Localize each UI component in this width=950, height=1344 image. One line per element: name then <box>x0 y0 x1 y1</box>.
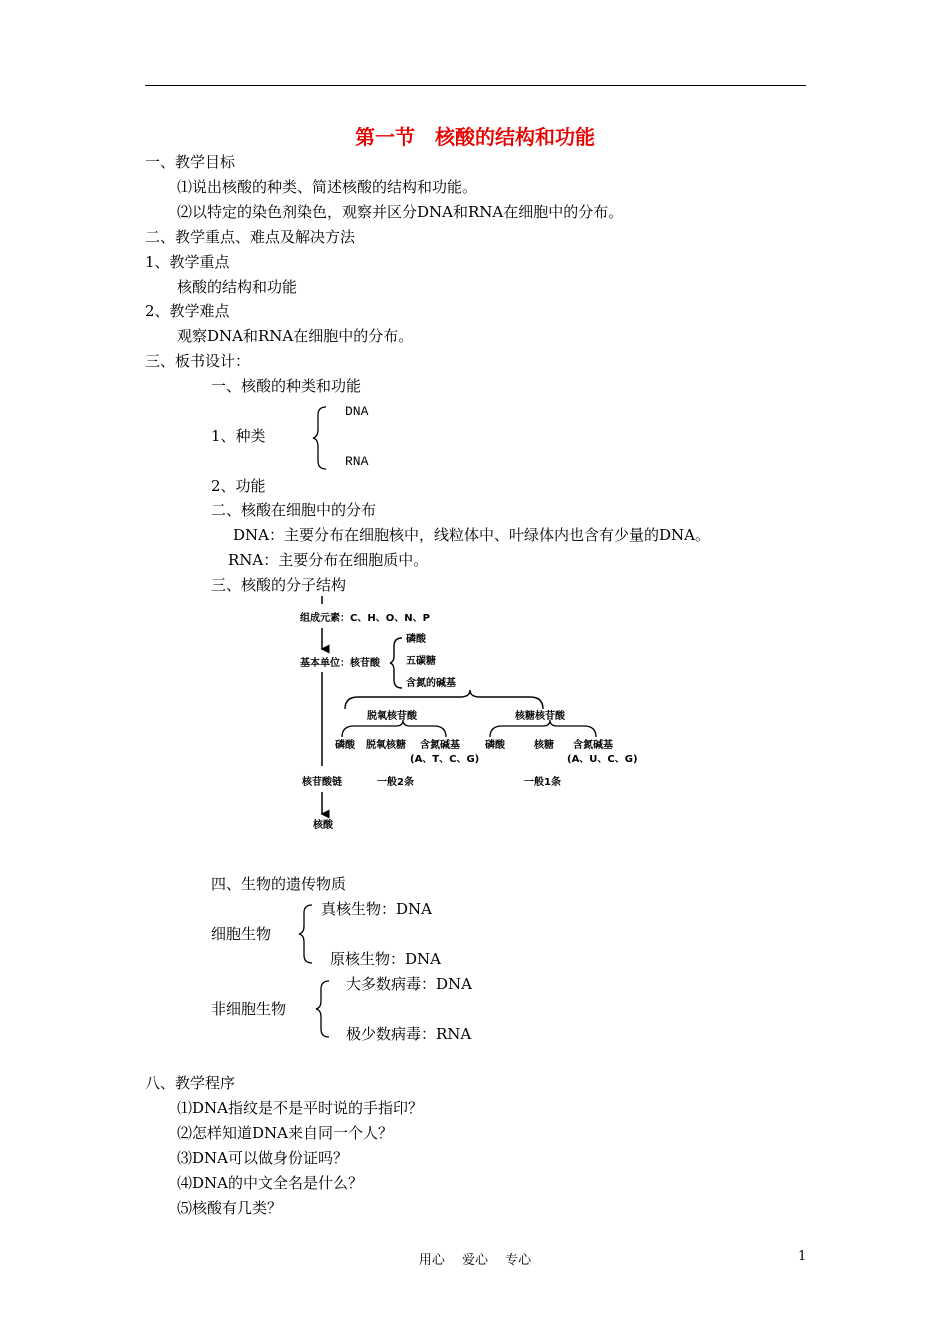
dist-rna: RNA：主要分布在细胞质中。 <box>228 551 429 569</box>
prokaryote: 原核生物：DNA <box>330 950 441 968</box>
question-4: ⑷DNA的中文全名是什么？ <box>177 1174 363 1192</box>
difficulty-content: 观察DNA和RNA在细胞中的分布。 <box>177 327 414 345</box>
brace-kinds <box>312 405 332 471</box>
kinds-label: 1、种类 <box>211 427 266 445</box>
dist-dna: DNA：主要分布在细胞核中，线粒体中、叶绿体内也含有少量的DNA。 <box>233 526 710 544</box>
objective-1: ⑴说出核酸的种类、简述核酸的结构和功能。 <box>177 178 478 196</box>
header-rule <box>145 85 806 86</box>
footer-text: 用心 爱心 专心 <box>418 1253 532 1268</box>
diagram-elements: 组成元素：C、H、O、N、P <box>300 613 430 624</box>
diagram-deoxy: 脱氧核苷酸 <box>367 711 417 722</box>
objective-2: ⑵以特定的染色剂染色，观察并区分DNA和RNA在细胞中的分布。 <box>177 203 624 221</box>
brace-noncell-organism <box>315 979 335 1039</box>
keypoint-heading: 1、教学重点 <box>145 253 230 271</box>
board-heading-1: 一、核酸的种类和功能 <box>211 377 362 395</box>
diagram-ribo: 核糖核苷酸 <box>515 711 565 722</box>
section-board: 三、板书设计： <box>145 352 251 370</box>
keypoint-content: 核酸的结构和功能 <box>177 278 298 296</box>
eukaryote: 真核生物：DNA <box>321 900 432 918</box>
diagram-unit: 基本单位：核苷酸 <box>300 658 380 669</box>
nucleic-acid-diagram <box>290 596 640 836</box>
diagram-phosphate: 磷酸 <box>406 634 426 645</box>
question-1: ⑴DNA指纹是不是平时说的手指印？ <box>177 1099 423 1117</box>
question-5: ⑸核酸有几类？ <box>177 1199 283 1217</box>
ribo-bases: (A、U、C、G) <box>567 754 638 765</box>
kind-rna: RNA <box>345 454 369 469</box>
cell-organism-label: 细胞生物 <box>211 925 272 943</box>
deoxy-bases: (A、T、C、G) <box>410 754 480 765</box>
page-number: 1 <box>798 1249 807 1264</box>
ribo-base: 含氮碱基 <box>573 740 613 751</box>
few-virus: 极少数病毒：RNA <box>346 1025 472 1043</box>
question-3: ⑶DNA可以做身份证吗？ <box>177 1149 348 1167</box>
section-procedure: 八、教学程序 <box>145 1074 236 1092</box>
brace-cell-organism <box>298 903 318 965</box>
diagram-base: 含氮的碱基 <box>406 678 456 689</box>
board-heading-4: 四、生物的遗传物质 <box>211 875 347 893</box>
question-2: ⑵怎样知道DNA来自同一个人？ <box>177 1124 393 1142</box>
noncell-organism-label: 非细胞生物 <box>211 1000 287 1018</box>
board-heading-3: 三、核酸的分子结构 <box>211 576 347 594</box>
board-heading-2: 二、核酸在细胞中的分布 <box>211 501 377 519</box>
most-virus: 大多数病毒：DNA <box>346 975 472 993</box>
section-objectives: 一、教学目标 <box>145 153 236 171</box>
diagram-nucleic-acid: 核酸 <box>313 820 333 831</box>
deoxy-phosphate: 磷酸 <box>335 740 355 751</box>
difficulty-heading: 2、教学难点 <box>145 302 230 320</box>
section-keypoints: 二、教学重点、难点及解决方法 <box>145 228 356 246</box>
deoxy-sugar: 脱氧核糖 <box>366 740 406 751</box>
diagram-chain: 核苷酸链 <box>302 777 342 788</box>
chain-rna: 一般1条 <box>524 777 561 788</box>
chain-dna: 一般2条 <box>377 777 414 788</box>
ribo-sugar: 核糖 <box>534 740 554 751</box>
deoxy-base: 含氮碱基 <box>420 740 460 751</box>
page-title: 第一节 核酸的结构和功能 <box>355 125 595 149</box>
function-label: 2、功能 <box>211 477 266 495</box>
ribo-phosphate: 磷酸 <box>485 740 505 751</box>
diagram-pentose: 五碳糖 <box>406 656 436 667</box>
kind-dna: DNA <box>345 404 369 419</box>
